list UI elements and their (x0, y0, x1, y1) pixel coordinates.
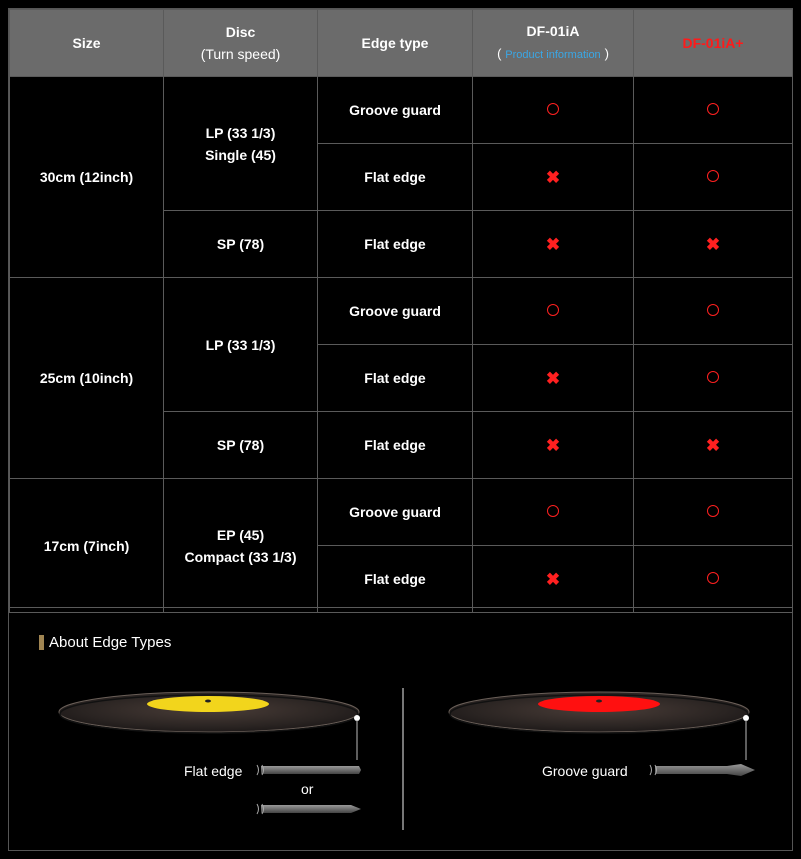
disc-line: LP (33 1/3) (205, 124, 276, 141)
size-cell: 17cm (7inch) (10, 479, 164, 613)
disc-line: LP (33 1/3) (205, 336, 276, 353)
edge-type-cell: Flat edge (318, 412, 473, 479)
paren-close: ) (604, 46, 609, 61)
disc-line: EP (45) (216, 526, 265, 543)
header-size: Size (10, 10, 164, 77)
table-body (10, 77, 793, 613)
model-a-cell (473, 412, 634, 479)
model-b-cell (634, 546, 793, 613)
flat-edge-record-illustration (9, 608, 792, 851)
size-cell: 25cm (10inch) (10, 278, 164, 479)
cross-icon: ✖ (545, 167, 561, 187)
cross-icon: ✖ (545, 435, 561, 455)
model-a-cell (473, 77, 634, 144)
model-b-cell (634, 144, 793, 211)
groove-guard-label: Groove guard (542, 763, 628, 779)
circle-icon (707, 505, 719, 517)
model-a-cell (473, 345, 634, 412)
edge-type-cell: Groove guard (318, 479, 473, 546)
compatibility-table (9, 9, 793, 613)
model-a-cell (473, 479, 634, 546)
flat-edge-alt-profile-icon (261, 805, 361, 813)
section-divider (402, 688, 404, 830)
edge-type-cell: Groove guard (318, 77, 473, 144)
header-model-a (473, 10, 634, 77)
table-row (10, 479, 793, 546)
circle-icon (707, 103, 719, 115)
model-a-name: DF-01iA (526, 23, 580, 39)
cross-icon: ✖ (545, 368, 561, 388)
edge-type-cell: Flat edge (318, 345, 473, 412)
model-a-cell (473, 144, 634, 211)
circle-icon (547, 505, 559, 517)
circle-icon (707, 572, 719, 584)
cross-icon: ✖ (545, 569, 561, 589)
paren-open: ( (497, 46, 502, 61)
disc-line: Compact (33 1/3) (184, 548, 297, 565)
or-label: or (301, 781, 314, 797)
model-a-cell (473, 211, 634, 278)
disc-cell (164, 412, 318, 479)
groove-record-label (538, 696, 660, 712)
cross-icon: ✖ (545, 234, 561, 254)
header-disc-sub: (Turn speed) (200, 46, 281, 62)
table-header-row (10, 10, 793, 77)
model-a-cell (473, 278, 634, 345)
disc-cell (164, 479, 318, 613)
edge-type-cell: Flat edge (318, 144, 473, 211)
disc-cell (164, 211, 318, 278)
flat-edge-profile-icon (261, 766, 361, 774)
about-edge-types-section (9, 607, 792, 851)
model-b-cell (634, 211, 793, 278)
disc-line: SP (78) (216, 437, 265, 453)
circle-icon (707, 170, 719, 182)
model-b-cell (634, 479, 793, 546)
circle-icon (547, 304, 559, 316)
flat-edge-label: Flat edge (184, 763, 243, 779)
model-b-cell (634, 77, 793, 144)
circle-icon (707, 304, 719, 316)
disc-cell (164, 278, 318, 412)
circle-icon (547, 103, 559, 115)
groove-guard-profile-icon (655, 764, 755, 776)
cross-icon: ✖ (705, 234, 721, 254)
disc-line: Single (45) (205, 146, 276, 163)
model-b-cell (634, 278, 793, 345)
table-row (10, 278, 793, 345)
table-row (10, 77, 793, 144)
disc-cell (164, 77, 318, 211)
header-edge-type: Edge type (318, 10, 473, 77)
cross-icon: ✖ (705, 435, 721, 455)
disc-line: SP (78) (216, 236, 265, 252)
flat-record-spindle (205, 700, 211, 703)
about-title-text: About Edge Types (49, 634, 172, 651)
circle-icon (707, 371, 719, 383)
model-b-cell (634, 345, 793, 412)
header-model-b: DF-01iA+ (634, 10, 793, 77)
flat-record-label (147, 696, 269, 712)
model-b-cell (634, 412, 793, 479)
edge-type-cell: Groove guard (318, 278, 473, 345)
edge-type-cell: Flat edge (318, 546, 473, 613)
edge-type-cell: Flat edge (318, 211, 473, 278)
header-disc (164, 10, 318, 77)
size-cell: 30cm (12inch) (10, 77, 164, 278)
model-a-cell (473, 546, 634, 613)
header-disc-title: Disc (225, 24, 256, 40)
product-information-link[interactable]: Product information (505, 49, 601, 61)
